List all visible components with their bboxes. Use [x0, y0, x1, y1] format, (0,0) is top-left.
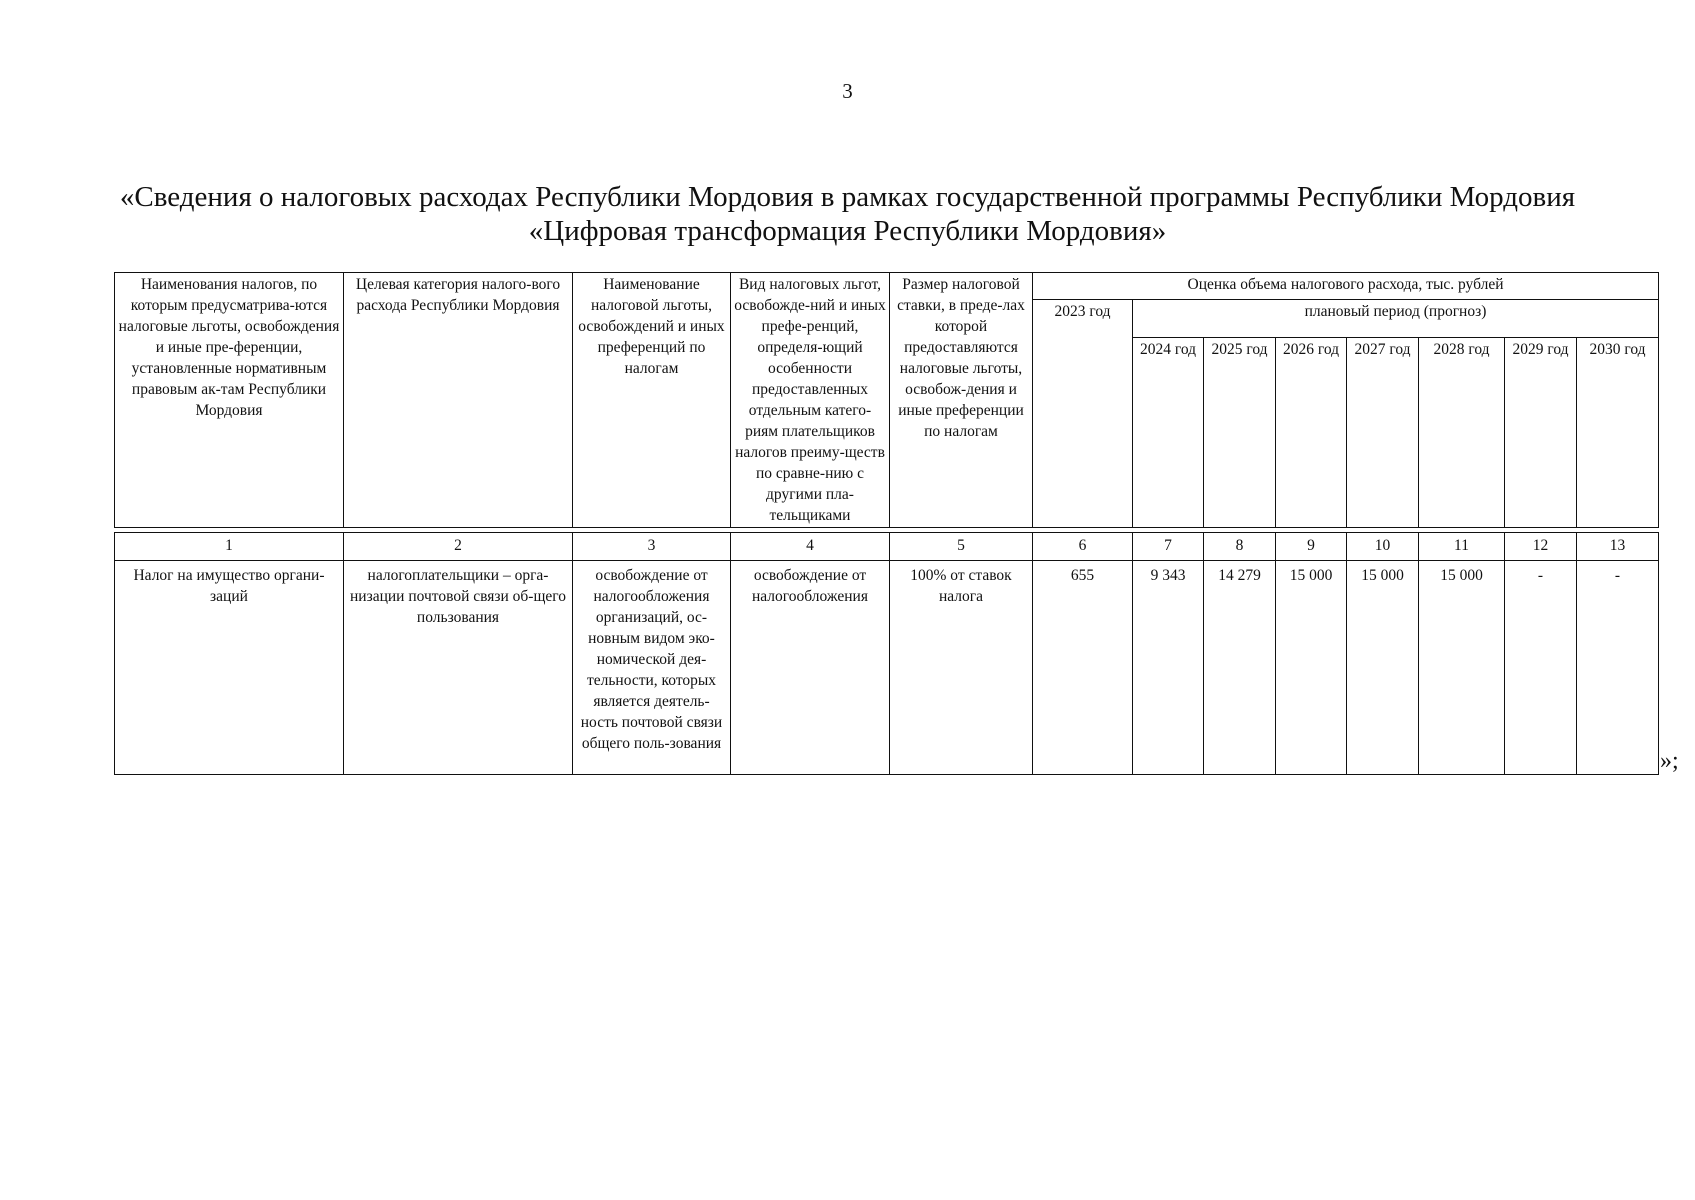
column-number-row: [115, 533, 1659, 561]
document-title-line-2: «Цифровая трансформация Республики Мордовия»: [528, 215, 1167, 247]
column-number: 3: [573, 533, 731, 561]
document-title-line-1: «Сведения о налоговых расходах Республики Мордовия в рамках государственной программы Республики Мордовия: [119, 181, 1576, 213]
cell-value-2030: -: [1577, 561, 1659, 775]
column-number: 9: [1276, 533, 1347, 561]
header-benefit-type: Вид налоговых льгот, освобожде-ний и иных префе-ренций, определя-ющий особенности предоставленных отдельным катего-риям плательщиков налогов преиму-ществ по сравне-нию с другими пла-тельщиками: [731, 273, 890, 528]
column-number: 4: [731, 533, 890, 561]
column-number: 13: [1577, 533, 1659, 561]
header-tax-names: Наименования налогов, по которым предусматрива-ются налоговые льготы, освобождения и иные пре-ференции, установленные нормативным правовым ак-там Республики Мордовия: [115, 273, 344, 528]
header-year-2024: 2024 год: [1133, 338, 1204, 528]
header-planning-period: плановый период (прогноз): [1133, 300, 1659, 338]
header-estimate: Оценка объема налогового расхода, тыс. рублей: [1033, 273, 1659, 300]
header-year-2029: 2029 год: [1505, 338, 1577, 528]
column-number: 5: [890, 533, 1033, 561]
cell-value-2026: 15 000: [1276, 561, 1347, 775]
cell-target-category: налогоплательщики – орга-низации почтовой связи об-щего пользования: [344, 561, 573, 775]
cell-benefit-type: освобождение от налогообложения: [731, 561, 890, 775]
page-number: 3: [842, 79, 853, 103]
column-number: 10: [1347, 533, 1419, 561]
table-row: [115, 561, 1659, 775]
header-year-2023: 2023 год: [1033, 300, 1133, 528]
header-year-2025: 2025 год: [1204, 338, 1276, 528]
cell-value-2027: 15 000: [1347, 561, 1419, 775]
header-year-2027: 2027 год: [1347, 338, 1419, 528]
document-title: [60, 180, 1635, 248]
cell-rate-size: 100% от ставок налога: [890, 561, 1033, 775]
cell-value-2024: 9 343: [1133, 561, 1204, 775]
column-number: 12: [1505, 533, 1577, 561]
header-benefit-name: Наименование налоговой льготы, освобождений и иных преференций по налогам: [573, 273, 731, 528]
header-target-category: Целевая категория налого-вого расхода Республики Мордовия: [344, 273, 573, 528]
column-number: 2: [344, 533, 573, 561]
column-number: 7: [1133, 533, 1204, 561]
column-number: 6: [1033, 533, 1133, 561]
header-year-2028: 2028 год: [1419, 338, 1505, 528]
header-rate-size: Размер налоговой ставки, в преде-лах которой предоставляются налоговые льготы, освобож-дения и иные преференции по налогам: [890, 273, 1033, 528]
header-year-2030: 2030 год: [1577, 338, 1659, 528]
closing-quote-mark: »;: [1660, 748, 1679, 774]
column-number: 11: [1419, 533, 1505, 561]
column-number: 8: [1204, 533, 1276, 561]
column-number: 1: [115, 533, 344, 561]
tax-expenditure-table: [114, 272, 1659, 775]
cell-benefit-name: освобождение от налогообложения организаций, ос-новным видом эко-номической дея-тельности, которых является деятель-ность почтовой связи общего поль-зования: [573, 561, 731, 775]
cell-value-2023: 655: [1033, 561, 1133, 775]
cell-value-2025: 14 279: [1204, 561, 1276, 775]
cell-value-2029: -: [1505, 561, 1577, 775]
cell-value-2028: 15 000: [1419, 561, 1505, 775]
header-year-2026: 2026 год: [1276, 338, 1347, 528]
cell-tax-name: Налог на имущество органи-заций: [115, 561, 344, 775]
